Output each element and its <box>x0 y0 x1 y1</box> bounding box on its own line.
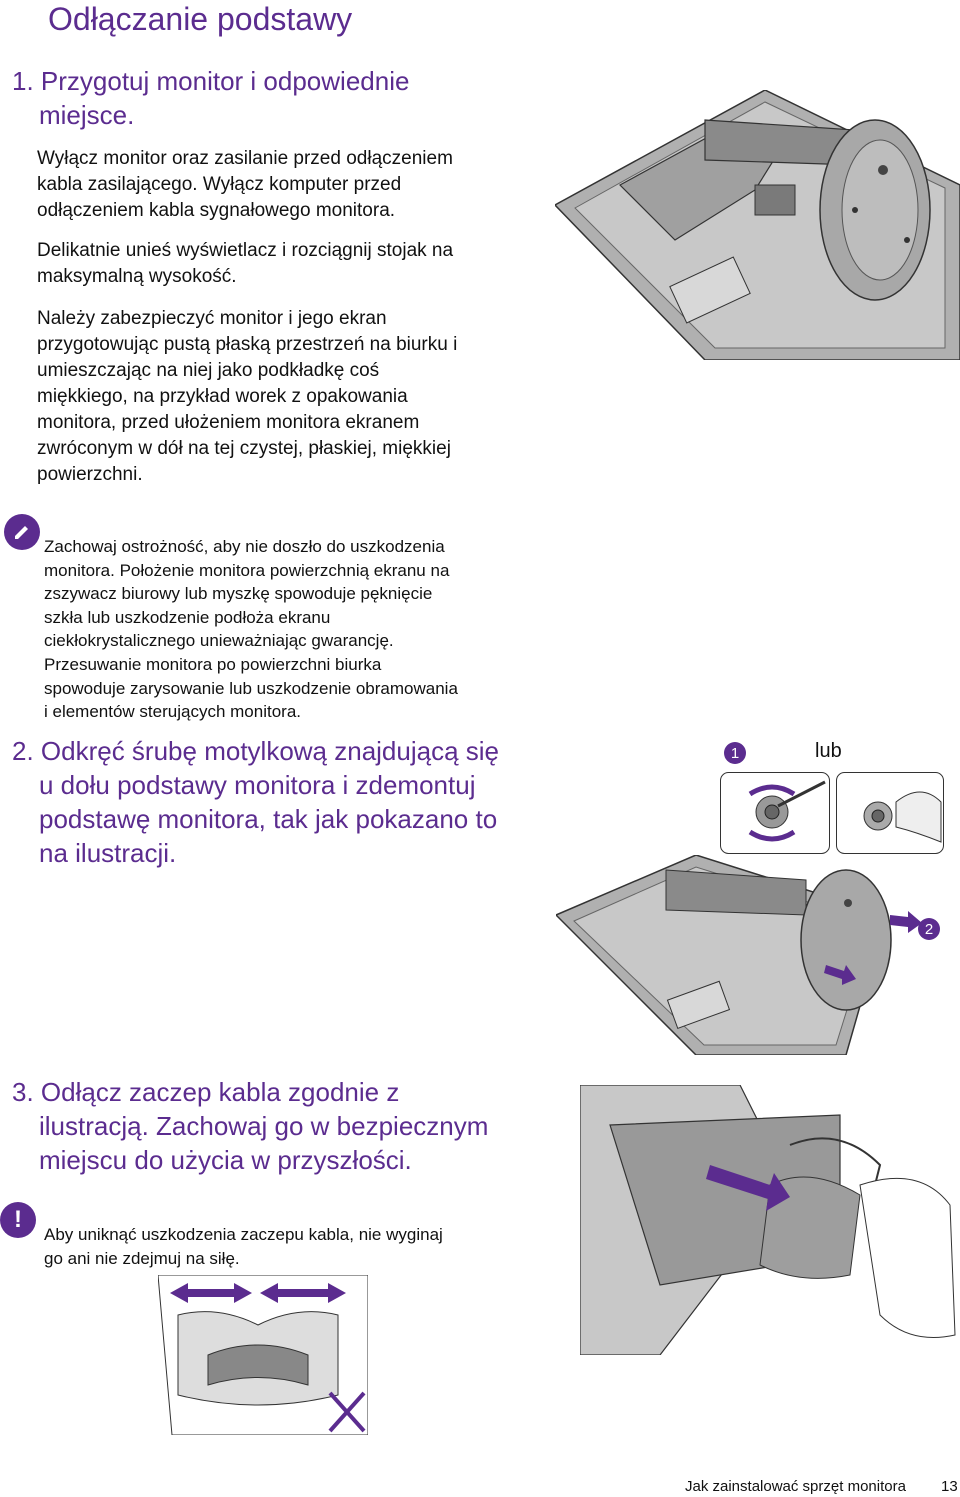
heading-line: 3. Odłącz zaczep kabla zgodnie z <box>12 1077 400 1107</box>
heading-line: podstawę monitora, tak jak pokazano to <box>39 804 498 834</box>
heading-line: ilustracją. Zachowaj go w bezpiecznym <box>39 1111 489 1141</box>
note-line: szkła lub uszkodzenie podłoża ekranu <box>44 607 331 627</box>
screw-detail-left <box>720 772 830 854</box>
step1-para3 <box>37 306 537 490</box>
cable-clip-illustration <box>580 1085 960 1355</box>
monitor-stand-illustration <box>555 90 960 360</box>
step1-heading-line1: 1. Przygotuj monitor i odpowiednie <box>12 66 410 96</box>
clip-bending-illustration <box>158 1275 368 1435</box>
lub-label: lub <box>815 740 842 762</box>
exclamation-icon: ! <box>0 1202 36 1238</box>
heading-line: miejscu do użycia w przyszłości. <box>39 1145 412 1175</box>
note-line: go ani nie zdejmuj na siłę. <box>44 1248 240 1268</box>
para-line: Wyłącz monitor oraz zasilanie przed odłączeniem <box>37 148 453 169</box>
step1-para1 <box>37 146 537 226</box>
step-badge-1: 1 <box>724 742 746 764</box>
note-line: Zachowaj ostrożność, aby nie doszło do uszkodzenia <box>44 537 445 556</box>
note1-text <box>44 535 544 725</box>
para-line: miękkiego, na przykład worek z opakowania <box>37 386 408 407</box>
note-line: ciekłokrystalicznego unieważniając gwarancję. <box>44 631 394 651</box>
para-line: zwróconym w dół na tej czystej, płaskiej, miękkiej <box>37 438 451 459</box>
page-title: Odłączanie podstawy <box>48 1 353 37</box>
step2-heading <box>12 734 552 870</box>
note-line: monitora. Położenie monitora powierzchnią ekranu na <box>44 560 450 580</box>
heading-line: u dołu podstawy monitora i zdemontuj <box>39 770 476 800</box>
para-line: przygotowując pustą płaską przestrzeń na biurku i <box>37 334 458 355</box>
heading-line: na ilustracji. <box>39 838 177 868</box>
note-line: Aby uniknąć uszkodzenia zaczepu kabla, nie wyginaj <box>44 1225 443 1244</box>
pencil-icon <box>4 514 40 550</box>
para-line: Należy zabezpieczyć monitor i jego ekran <box>37 308 387 329</box>
step1-heading <box>12 64 452 132</box>
note-line: Przesuwanie monitora po powierzchni biurka <box>44 655 382 674</box>
para-line: umieszczając na niej jako podkładkę coś <box>37 360 380 381</box>
step-badge-2: 2 <box>918 918 940 940</box>
para-line: monitora, przed ułożeniem monitora ekranem <box>37 412 420 433</box>
note-line: i elementów sterujących monitora. <box>44 702 302 722</box>
note2-text <box>44 1223 544 1273</box>
step3-heading <box>12 1075 552 1177</box>
para-line: odłączeniem kabla sygnałowego monitora. <box>37 200 396 221</box>
para-line: maksymalną wysokość. <box>37 266 237 287</box>
screw-detail-right <box>836 772 944 854</box>
stand-removal-illustration <box>556 855 946 1055</box>
note-line: spowoduje zarysowanie lub uszkodzenie obramowania <box>44 678 458 698</box>
para-line: powierzchni. <box>37 464 143 485</box>
heading-line: 2. Odkręć śrubę motylkową znajdującą się <box>12 736 500 766</box>
para-line: Delikatnie unieś wyświetlacz i rozciągnij stojak na <box>37 240 454 261</box>
step1-para2 <box>37 238 537 292</box>
footer-page-number: 13 <box>941 1478 958 1495</box>
note-line: zszywacz biurowy lub myszkę spowoduje pęknięcie <box>44 584 433 604</box>
step1-heading-line2: miejsce. <box>39 100 135 130</box>
para-line: kabla zasilającego. Wyłącz komputer przed <box>37 174 402 195</box>
footer-section: Jak zainstalować sprzęt monitora <box>685 1478 906 1495</box>
